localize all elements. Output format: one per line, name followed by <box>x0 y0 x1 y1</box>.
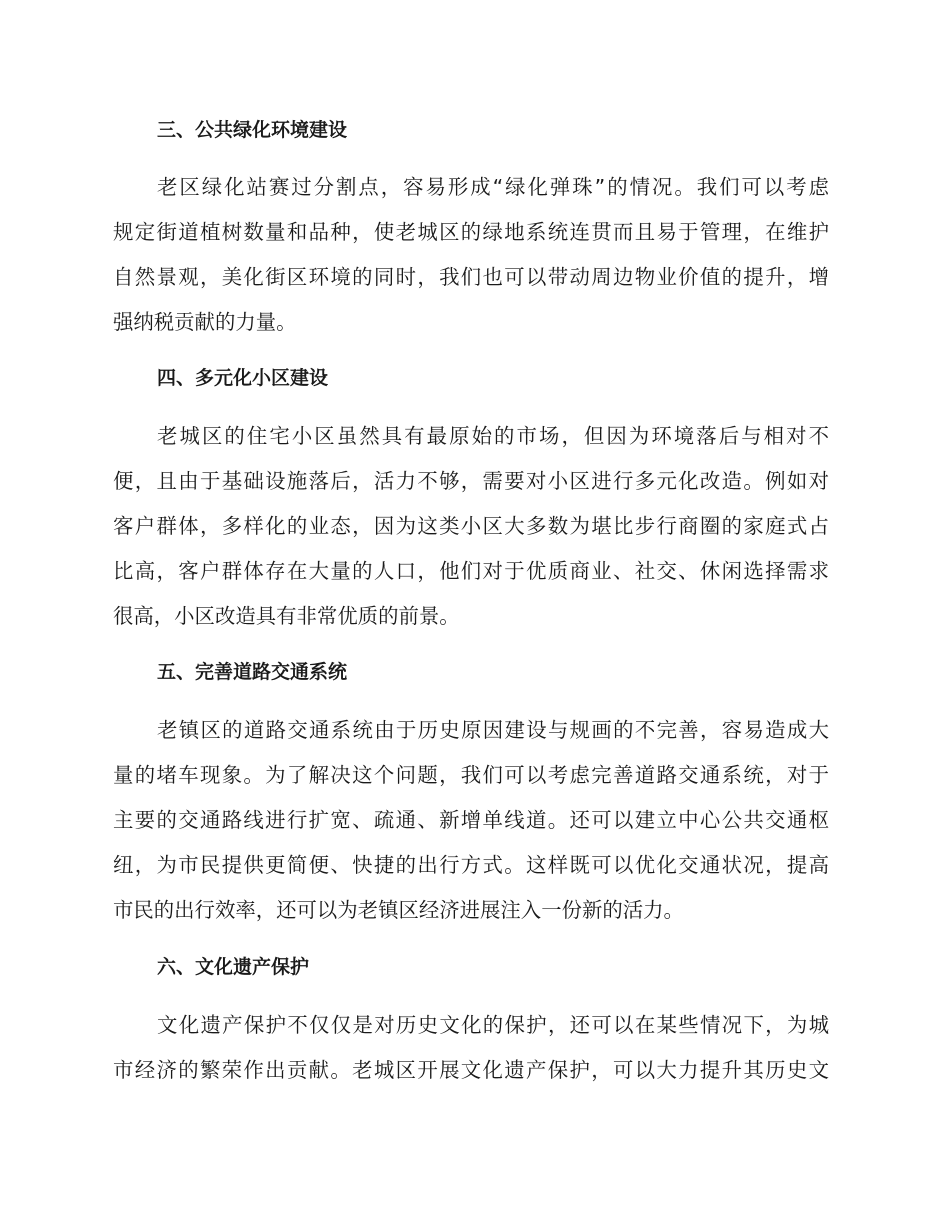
paragraph-line: 强纳税贡献的力量。 <box>113 310 297 334</box>
section-heading: 五、完善道路交通系统 <box>157 661 348 683</box>
paragraph-line: 便，且由于基础设施落后，活力不够，需要对小区进行多元化改造。例如对 <box>113 469 829 493</box>
section-heading: 四、多元化小区建设 <box>157 367 329 389</box>
paragraph-line: 主要的交通路线进行扩宽、疏通、新增单线道。还可以建立中心公共交通枢 <box>113 808 829 832</box>
section-heading: 三、公共绿化环境建设 <box>157 119 348 141</box>
paragraph-line: 很高，小区改造具有非常优质的前景。 <box>113 604 460 628</box>
paragraph-line: 市民的出行效率，还可以为老镇区经济进展注入一份新的活力。 <box>113 898 684 922</box>
paragraph-line: 自然景观，美化街区环境的同时，我们也可以带动周边物业价值的提升，增 <box>113 265 829 289</box>
paragraph-line: 老城区的住宅小区虽然具有最原始的市场，但因为环境落后与相对不 <box>157 424 829 448</box>
paragraph-line: 文化遗产保护不仅仅是对历史文化的保护，还可以在某些情况下，为城 <box>157 1013 829 1037</box>
paragraph-line: 老镇区的道路交通系统由于历史原因建设与规画的不完善，容易造成大 <box>157 718 829 742</box>
paragraph-line: 纽，为市民提供更简便、快捷的出行方式。这样既可以优化交通状况，提高 <box>113 853 829 877</box>
section-heading: 六、文化遗产保护 <box>157 956 310 978</box>
paragraph-line: 比高，客户群体存在大量的人口，他们对于优质商业、社交、休闲选择需求 <box>113 559 829 583</box>
paragraph-line: 客户群体，多样化的业态，因为这类小区大多数为堪比步行商圈的家庭式占 <box>113 514 829 538</box>
paragraph-line: 量的堵车现象。为了解决这个问题，我们可以考虑完善道路交通系统，对于 <box>113 763 829 787</box>
paragraph-line: 老区绿化站赛过分割点，容易形成“绿化弹珠”的情况。我们可以考虑 <box>157 175 829 199</box>
paragraph-line: 市经济的繁荣作出贡献。老城区开展文化遗产保护，可以大力提升其历史文 <box>113 1058 829 1082</box>
paragraph-line: 规定街道植树数量和品种，使老城区的绿地系统连贯而且易于管理，在维护 <box>113 220 829 244</box>
